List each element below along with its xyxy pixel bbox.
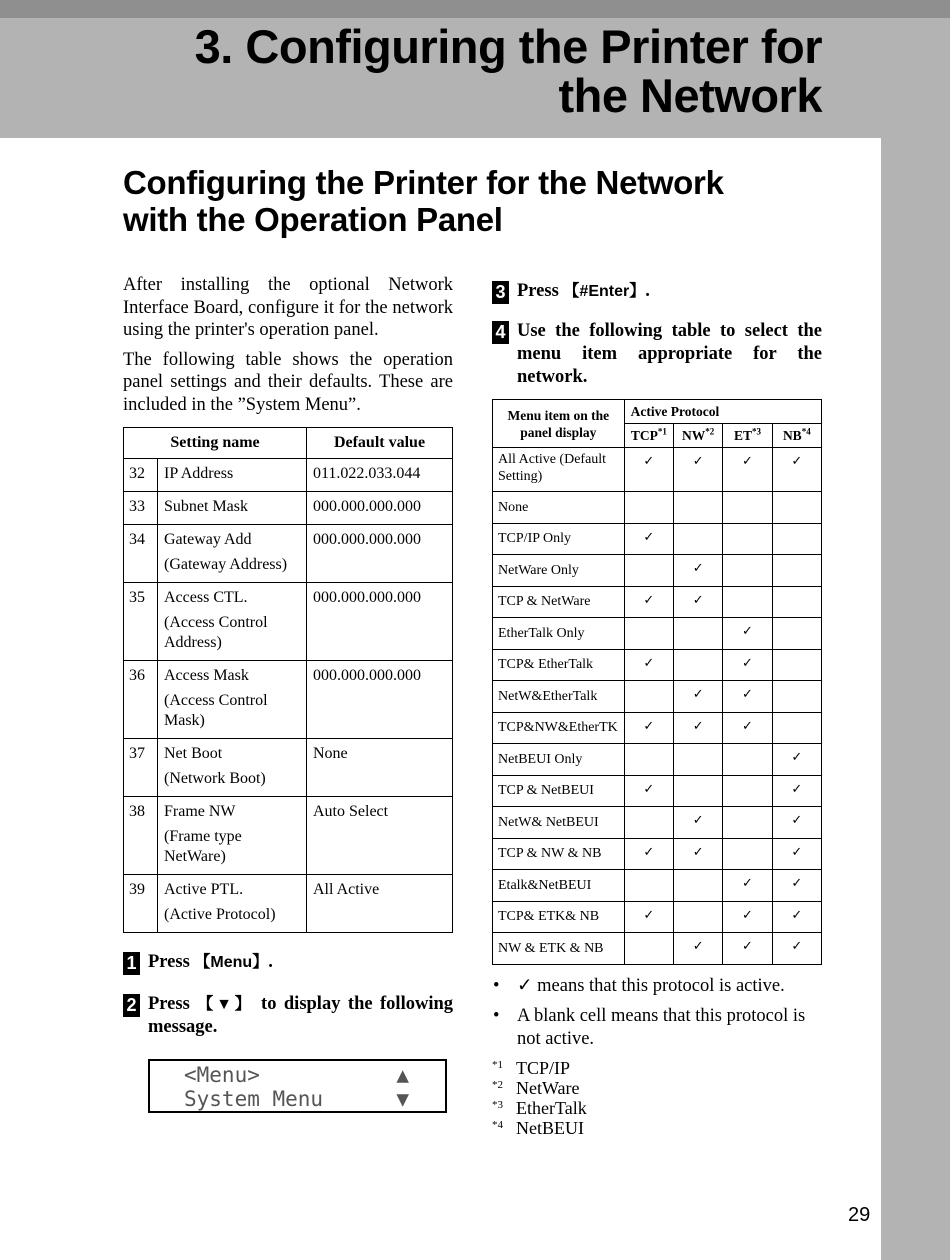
- protocol-cell-nb: [772, 933, 821, 965]
- check-icon: ✓: [791, 875, 803, 890]
- protocol-cell-et: [723, 492, 772, 524]
- protocol-cell-nw: [673, 681, 722, 713]
- protocol-cell-et: [723, 933, 772, 965]
- check-icon: ✓: [692, 453, 704, 468]
- protocol-cell-et: [723, 618, 772, 650]
- check-icon: ✓: [791, 938, 803, 953]
- protocol-label: NW: [682, 428, 706, 443]
- menu-item-name: TCP & NetWare: [493, 586, 625, 618]
- protocol-cell-et: [723, 838, 772, 870]
- protocol-table-body: [493, 448, 822, 965]
- down-arrow-icon: ▼: [396, 1087, 409, 1111]
- protocol-label: TCP: [630, 428, 658, 443]
- step-number: 3: [492, 281, 509, 304]
- section-title-line1: Configuring the Printer for the Network: [123, 164, 724, 201]
- enter-key: 【#Enter】: [563, 283, 646, 300]
- check-icon: ✓: [692, 812, 704, 827]
- table-row: [124, 797, 453, 875]
- table-row: [124, 459, 453, 492]
- protocol-cell-nw: [673, 775, 722, 807]
- setting-default-value: None: [307, 739, 453, 797]
- setting-number: 39: [124, 875, 158, 933]
- table-row: [493, 448, 822, 492]
- side-margin-band: [881, 138, 950, 1260]
- table-row: [493, 492, 822, 524]
- step-text: [517, 280, 650, 303]
- step-text-end: .: [645, 281, 650, 301]
- protocol-cell-nw: [673, 712, 722, 744]
- protocol-cell-et: [723, 448, 772, 492]
- setting-default-value: 000.000.000.000: [307, 525, 453, 583]
- table-row: [124, 739, 453, 797]
- step-4: [492, 320, 822, 389]
- protocol-cell-tcp: [624, 933, 673, 965]
- setting-name-text: IP Address: [164, 465, 234, 482]
- check-icon: ✓: [791, 453, 803, 468]
- setting-number: 34: [124, 525, 158, 583]
- footnote-marker: *1: [657, 426, 667, 437]
- protocol-cell-tcp: [624, 681, 673, 713]
- protocol-cell-nw: [673, 870, 722, 902]
- footnote-mark: *3: [492, 1098, 503, 1111]
- check-icon: ✓: [692, 843, 704, 859]
- protocol-cell-et: [723, 523, 772, 555]
- protocol-cell-nb: [772, 523, 821, 555]
- check-icon: ✓: [742, 906, 753, 922]
- column-header-setting-name: Setting name: [124, 428, 307, 459]
- check-icon: ✓: [643, 453, 655, 468]
- chapter-title-line1: 3. Configuring the Printer for: [194, 20, 822, 73]
- menu-item-name: TCP& ETK& NB: [493, 901, 625, 933]
- protocol-cell-et: [723, 744, 772, 776]
- protocol-cell-et: [723, 712, 772, 744]
- menu-item-name: Etalk&NetBEUI: [493, 870, 625, 902]
- protocol-header-nb: [772, 424, 821, 448]
- setting-name: [158, 492, 307, 525]
- menu-item-name: None: [493, 492, 625, 524]
- table-row: [493, 807, 822, 839]
- protocol-cell-tcp: [624, 744, 673, 776]
- check-icon: ✓: [791, 906, 803, 922]
- protocol-cell-nb: [772, 870, 821, 902]
- table-row: [124, 583, 453, 661]
- protocol-cell-tcp: [624, 712, 673, 744]
- protocol-label: ET: [733, 428, 752, 443]
- notes-list: [492, 975, 822, 1051]
- protocol-cell-nw: [673, 901, 722, 933]
- check-icon: ✓: [692, 686, 704, 701]
- menu-item-name: TCP/IP Only: [493, 523, 625, 555]
- protocol-cell-tcp: [624, 649, 673, 681]
- protocol-cell-nb: [772, 807, 821, 839]
- check-icon: ✓: [643, 591, 655, 607]
- protocol-cell-tcp: [624, 775, 673, 807]
- protocol-table: [492, 399, 822, 965]
- protocol-cell-et: [723, 586, 772, 618]
- menu-item-name: NW & ETK & NB: [493, 933, 625, 965]
- table-row: [124, 875, 453, 933]
- note-item: [492, 975, 822, 998]
- menu-item-name: EtherTalk Only: [493, 618, 625, 650]
- protocol-cell-nw: [673, 492, 722, 524]
- setting-name-text: Access Mask: [164, 667, 249, 684]
- footnote: [492, 1078, 822, 1098]
- column-header-active-protocol: Active Protocol: [624, 400, 821, 424]
- check-icon: ✓: [692, 591, 704, 607]
- bullet-icon: •: [493, 1005, 500, 1026]
- table-row: [493, 901, 822, 933]
- note-item: [492, 1005, 822, 1051]
- protocol-cell-et: [723, 807, 772, 839]
- check-icon: ✓: [692, 717, 704, 733]
- protocol-cell-nb: [772, 744, 821, 776]
- protocol-cell-nb: [772, 586, 821, 618]
- step-text: [148, 993, 453, 1039]
- note-text: A blank cell means that this protocol is not active.: [517, 1005, 806, 1049]
- settings-table-header-row: [124, 428, 453, 459]
- setting-name-text: Net Boot: [164, 745, 223, 762]
- table-row: [493, 838, 822, 870]
- setting-default-value: 011.022.033.044: [307, 459, 453, 492]
- protocol-cell-tcp: [624, 586, 673, 618]
- check-icon: ✓: [791, 812, 803, 827]
- setting-name-text: Access CTL.: [164, 589, 248, 606]
- setting-name-text: Frame NW: [164, 803, 236, 820]
- protocol-header-et: [723, 424, 772, 448]
- protocol-cell-nb: [772, 838, 821, 870]
- step-number: 1: [123, 952, 140, 975]
- protocol-cell-et: [723, 649, 772, 681]
- check-icon: ✓: [742, 654, 753, 670]
- check-icon: ✓: [692, 560, 704, 575]
- table-row: [124, 492, 453, 525]
- protocol-label: NB: [782, 428, 802, 443]
- protocol-cell-nw: [673, 933, 722, 965]
- protocol-cell-nw: [673, 807, 722, 839]
- setting-name: [158, 583, 307, 661]
- page-number: 29: [848, 1204, 871, 1226]
- menu-item-name: NetWare Only: [493, 555, 625, 587]
- setting-default-value: 000.000.000.000: [307, 492, 453, 525]
- check-icon: ✓: [692, 938, 704, 953]
- protocol-header-nw: [673, 424, 722, 448]
- protocol-cell-tcp: [624, 492, 673, 524]
- footnote-text: NetWare: [516, 1077, 580, 1098]
- chapter-title: [195, 22, 822, 120]
- table-row: [493, 618, 822, 650]
- step-2: [123, 993, 453, 1039]
- table-row: [493, 712, 822, 744]
- check-icon: ✓: [643, 528, 655, 544]
- setting-name-subtitle: (Gateway Address): [164, 556, 288, 573]
- setting-default-value: 000.000.000.000: [307, 661, 453, 739]
- step-text: [148, 951, 273, 974]
- protocol-cell-nb: [772, 649, 821, 681]
- check-icon: ✓: [742, 453, 753, 468]
- table-row: [493, 523, 822, 555]
- step-verb: Press: [148, 994, 190, 1014]
- step-number: 2: [123, 994, 140, 1017]
- footnote-text: NetBEUI: [516, 1117, 584, 1138]
- intro-paragraph-2: The following table shows the operation panel settings and their defaults. These are included in the ”System Menu”.: [123, 349, 453, 415]
- section-title: [123, 164, 823, 238]
- check-icon: ✓: [643, 717, 655, 733]
- column-header-menu-item: Menu item on the panel display: [493, 400, 625, 448]
- protocol-cell-nb: [772, 775, 821, 807]
- setting-name-text: Active PTL.: [164, 881, 244, 898]
- protocol-cell-et: [723, 681, 772, 713]
- table-row: [493, 649, 822, 681]
- protocol-cell-nw: [673, 649, 722, 681]
- column-header-default-value: Default value: [307, 428, 453, 459]
- check-icon: ✓: [742, 623, 753, 638]
- protocol-cell-nb: [772, 681, 821, 713]
- table-row: [493, 775, 822, 807]
- setting-name: [158, 661, 307, 739]
- table-row: [493, 555, 822, 587]
- top-bar: [0, 0, 950, 18]
- footnote-marker: *2: [705, 426, 715, 437]
- protocol-cell-tcp: [624, 555, 673, 587]
- protocol-table-header-row: [493, 400, 822, 424]
- protocol-cell-tcp: [624, 870, 673, 902]
- footnote-mark: *1: [492, 1058, 503, 1071]
- protocol-cell-nw: [673, 448, 722, 492]
- lcd-display: [148, 1059, 447, 1113]
- check-icon: ✓: [643, 843, 655, 859]
- setting-name-text: Gateway Add: [164, 531, 252, 548]
- protocol-cell-et: [723, 870, 772, 902]
- protocol-cell-nw: [673, 744, 722, 776]
- setting-name: [158, 525, 307, 583]
- menu-item-name: NetW&EtherTalk: [493, 681, 625, 713]
- step-text-end: .: [268, 952, 273, 972]
- check-icon: ✓: [742, 938, 753, 953]
- menu-item-name: NetBEUI Only: [493, 744, 625, 776]
- menu-item-name: TCP & NetBEUI: [493, 775, 625, 807]
- protocol-cell-nb: [772, 618, 821, 650]
- setting-number: 38: [124, 797, 158, 875]
- protocol-cell-nb: [772, 492, 821, 524]
- step-number: 4: [492, 321, 509, 344]
- settings-table-body: [124, 459, 453, 933]
- footnote-text: EtherTalk: [516, 1097, 587, 1118]
- footnotes: [492, 1058, 822, 1138]
- left-column: [123, 274, 453, 1113]
- protocol-cell-nw: [673, 523, 722, 555]
- intro-paragraph-1: After installing the optional Network Interface Board, configure it for the network using the printer's operation panel.: [123, 275, 453, 340]
- setting-name-text: Subnet Mask: [164, 498, 248, 515]
- setting-number: 35: [124, 583, 158, 661]
- footnote-text: TCP/IP: [516, 1057, 571, 1078]
- protocol-cell-et: [723, 901, 772, 933]
- protocol-cell-nb: [772, 712, 821, 744]
- protocol-cell-tcp: [624, 901, 673, 933]
- footnote-mark: *4: [492, 1118, 503, 1131]
- protocol-cell-nw: [673, 555, 722, 587]
- menu-item-name: TCP&NW&EtherTK: [493, 712, 625, 744]
- setting-name-subtitle: (Access Control Mask): [164, 692, 268, 729]
- up-arrow-icon: ▲: [396, 1063, 409, 1087]
- check-icon: ✓: [643, 906, 655, 922]
- protocol-cell-nb: [772, 901, 821, 933]
- setting-name-subtitle: (Active Protocol): [164, 906, 276, 923]
- menu-item-name: All Active (Default Setting): [493, 448, 625, 492]
- table-row: [493, 681, 822, 713]
- down-arrow-key: 【▼】: [197, 996, 254, 1013]
- footnote: [492, 1098, 822, 1118]
- protocol-header-tcp: [624, 424, 673, 448]
- protocol-cell-tcp: [624, 807, 673, 839]
- step-1: [123, 951, 453, 975]
- menu-item-name: TCP& EtherTalk: [493, 649, 625, 681]
- check-icon: ✓: [742, 875, 753, 890]
- bullet-icon: •: [493, 975, 500, 996]
- protocol-cell-tcp: [624, 838, 673, 870]
- protocol-cell-nw: [673, 586, 722, 618]
- lcd-line-1: <Menu>: [184, 1063, 260, 1087]
- table-row: [124, 525, 453, 583]
- setting-name-subtitle: (Network Boot): [164, 770, 266, 787]
- setting-number: 36: [124, 661, 158, 739]
- table-row: [493, 870, 822, 902]
- step-3: [492, 280, 822, 304]
- protocol-cell-tcp: [624, 523, 673, 555]
- protocol-cell-nw: [673, 838, 722, 870]
- protocol-cell-nb: [772, 448, 821, 492]
- setting-default-value: 000.000.000.000: [307, 583, 453, 661]
- check-icon: ✓: [742, 686, 753, 701]
- settings-table: [123, 427, 453, 933]
- setting-default-value: All Active: [307, 875, 453, 933]
- footnote: [492, 1118, 822, 1138]
- table-row: [493, 744, 822, 776]
- setting-name: [158, 739, 307, 797]
- table-row: [124, 661, 453, 739]
- section-title-line2: with the Operation Panel: [123, 201, 503, 238]
- table-row: [493, 586, 822, 618]
- check-icon: ✓: [643, 780, 655, 796]
- footnote-marker: *3: [751, 426, 761, 437]
- step-text: Use the following table to select the menu item appropriate for the network.: [517, 321, 822, 387]
- step-verb: Press: [517, 281, 559, 301]
- setting-name-subtitle: (Frame type NetWare): [164, 828, 242, 865]
- chapter-title-line2: the Network: [558, 69, 822, 122]
- setting-name: [158, 459, 307, 492]
- check-icon: ✓: [791, 780, 803, 796]
- protocol-cell-et: [723, 555, 772, 587]
- protocol-cell-nw: [673, 618, 722, 650]
- setting-number: 32: [124, 459, 158, 492]
- check-icon: ✓: [791, 749, 803, 764]
- setting-default-value: Auto Select: [307, 797, 453, 875]
- setting-name: [158, 875, 307, 933]
- menu-item-name: NetW& NetBEUI: [493, 807, 625, 839]
- table-row: [493, 933, 822, 965]
- setting-name: [158, 797, 307, 875]
- check-icon: ✓: [791, 843, 803, 859]
- setting-number: 33: [124, 492, 158, 525]
- note-text: ✓ means that this protocol is active.: [517, 975, 785, 996]
- lcd-line-2: System Menu: [184, 1087, 324, 1111]
- footnote-marker: *4: [801, 426, 811, 437]
- setting-name-subtitle: (Access Control Address): [164, 614, 268, 651]
- right-column: [492, 280, 822, 1138]
- menu-key: 【Menu】: [194, 954, 269, 971]
- setting-number: 37: [124, 739, 158, 797]
- protocol-cell-tcp: [624, 448, 673, 492]
- protocol-cell-nb: [772, 555, 821, 587]
- check-icon: ✓: [742, 717, 753, 733]
- step-verb: Press: [148, 952, 190, 972]
- protocol-cell-et: [723, 775, 772, 807]
- menu-item-name: TCP & NW & NB: [493, 838, 625, 870]
- protocol-cell-tcp: [624, 618, 673, 650]
- footnote-mark: *2: [492, 1078, 503, 1091]
- footnote: [492, 1058, 822, 1078]
- step-text-end: to display the following message.: [148, 994, 453, 1037]
- check-icon: ✓: [643, 654, 655, 670]
